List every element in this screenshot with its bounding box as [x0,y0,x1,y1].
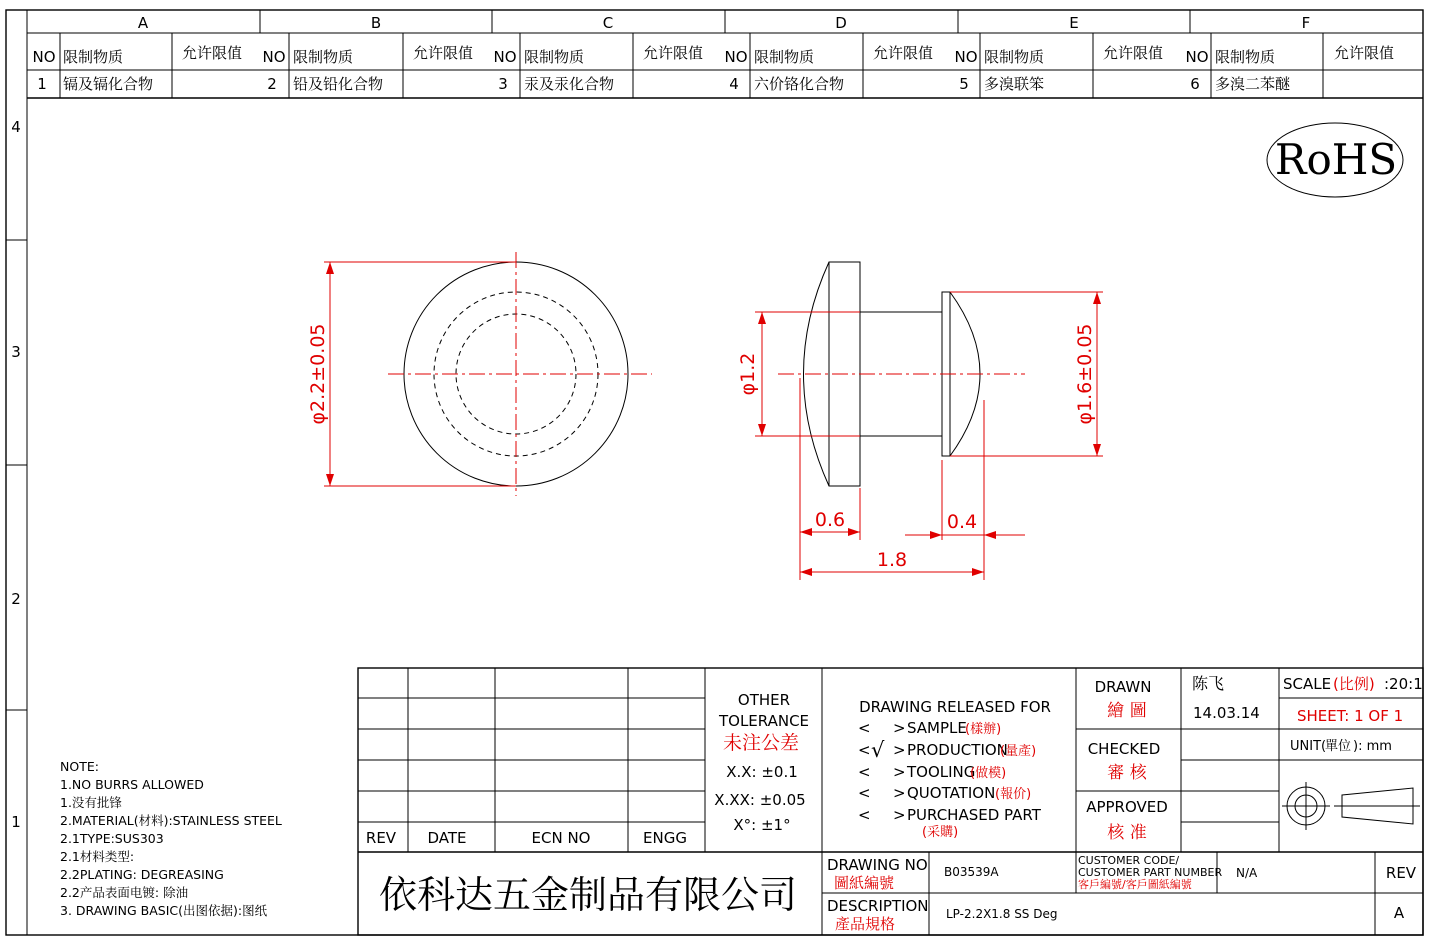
subst-header-no: NO [1185,48,1209,66]
rev-value: A [1393,904,1405,922]
note-line: 1.没有批锋 [60,795,122,810]
subst-header-substance: 限制物质 [293,48,354,66]
unit-label-cn: 單位 [1325,739,1352,754]
description-label-cn: 產品規格 [835,915,896,933]
drawn-by: 陈飞 [1192,674,1225,693]
notes-block [60,759,282,918]
rev-label: REV [1385,864,1417,882]
zone-row-1: 1 [11,813,21,831]
subst-header-no: NO [493,48,517,66]
tolerance-title-cn: 未注公差 [722,732,800,754]
release-sample-cn: (樣辦) [965,722,1002,737]
scale-label: SCALE [1283,675,1332,693]
subst-header-substance: 限制物质 [63,48,124,66]
subst-header-no: NO [724,48,748,66]
release-bracket: < [858,741,871,759]
subst-header-substance: 限制物质 [1215,48,1276,66]
description-value: LP-2.2X1.8 SS Deg [946,907,1058,921]
subst-item-name: 多溴二苯醚 [1215,75,1291,93]
engg-header: ENGG [643,829,687,847]
subst-header-limit: 允许限值 [1334,44,1395,62]
note-line: NOTE: [60,759,99,774]
rohs-label: RoHS [1274,135,1398,184]
note-line: 2.2PLATING: DEGREASING [60,867,224,882]
drawing-no-label-cn: 圖紙編號 [834,874,895,892]
shank-diameter-dim: φ1.2 [737,352,759,396]
subst-header-substance: 限制物质 [524,48,585,66]
tolerance-xx: X.X: ±0.1 [726,763,798,781]
subst-item-name: 汞及汞化合物 [524,75,615,93]
head-thickness-dim: 0.6 [814,509,846,531]
subst-item-name: 六价铬化合物 [754,75,845,93]
checked-label: CHECKED [1087,740,1161,758]
release-quotation-cn: (報价) [995,787,1032,802]
unit-value: ): mm [1353,739,1392,754]
release-purchased-part: PURCHASED PART [907,806,1041,824]
drawing-no-label: DRAWING NO [827,856,928,874]
zone-col-d: D [835,14,847,32]
tolerance-title-2: TOLERANCE [718,712,810,730]
release-title: DRAWING RELEASED FOR [859,698,1051,716]
subst-item-no: 2 [267,75,277,93]
side-view [755,262,1103,580]
subst-header-no: NO [32,48,56,66]
subst-item-no: 3 [498,75,508,93]
subst-header-limit: 允许限值 [1103,44,1164,62]
ecn-header: ECN NO [531,829,591,847]
zone-col-b: B [370,14,382,32]
subst-header-limit: 允许限值 [873,44,934,62]
note-line: 2.2产品表面电镀: 除油 [60,885,189,900]
subst-item-name: 多溴联笨 [984,75,1045,93]
subst-header-no: NO [954,48,978,66]
release-block [858,698,1051,840]
tolerance-xxx: X.XX: ±0.05 [714,791,806,809]
description-label: DESCRIPTION [827,897,929,915]
drawn-label: DRAWN [1094,678,1152,696]
release-bracket: > [893,806,906,824]
production-check-mark: √ [871,738,885,762]
release-bracket: > [893,719,906,737]
zone-col-f: F [1301,14,1311,32]
rohs-mark [1267,123,1403,197]
release-bracket: < [858,763,871,781]
subst-item-no: 4 [729,75,739,93]
company-name: 依科达五金制品有限公司 [378,873,798,917]
projection-symbol-icon [1282,782,1420,830]
subst-header-limit: 允许限值 [643,44,704,62]
release-production-cn: (量產) [1000,744,1037,759]
subst-item-name: 铅及铅化合物 [293,75,384,93]
tolerance-angle: X°: ±1° [733,816,791,834]
release-bracket: < [858,806,871,824]
release-bracket: > [893,741,906,759]
customer-code-value: N/A [1236,866,1258,880]
drawing-number: B03539A [944,865,999,879]
note-line: 3. DRAWING BASIC(出图依据):图纸 [60,903,268,918]
release-bracket: > [893,784,906,802]
note-line: 1.NO BURRS ALLOWED [60,777,204,792]
subst-item-no: 5 [959,75,969,93]
subst-item-no: 6 [1190,75,1200,93]
subst-header-limit: 允许限值 [413,44,474,62]
scale-value: :20:1 [1384,675,1423,693]
drawn-label-cn: 繪 圖 [1107,701,1147,721]
note-line: 2.MATERIAL(材料):STAINLESS STEEL [60,813,282,828]
note-line: 2.1材料类型: [60,849,135,864]
zone-row-2: 2 [11,590,21,608]
overall-length-dim: 1.8 [876,549,908,571]
subst-header-no: NO [262,48,286,66]
subst-item-no: 1 [37,75,47,93]
date-header: DATE [427,829,467,847]
release-sample: SAMPLE [907,719,967,737]
zone-col-c: C [602,14,614,32]
subst-header-substance: 限制物质 [984,48,1045,66]
zone-row-4: 4 [11,118,21,136]
substance-table-cells [32,44,1394,93]
zone-row-3: 3 [11,343,21,361]
approved-label: APPROVED [1086,798,1168,816]
sheet-number: SHEET: 1 OF 1 [1297,707,1404,725]
customer-part-label: CUSTOMER PART NUMBER [1078,866,1223,879]
rev-header: REV [365,829,397,847]
release-tooling: TOOLING [907,763,976,781]
zone-col-e: E [1069,14,1079,32]
release-production: PRODUCTION [907,741,1008,759]
unit-label: UNIT( [1290,739,1327,754]
head-diameter-dim: φ2.2±0.05 [307,323,329,425]
tolerance-title-1: OTHER [737,691,791,709]
checked-label-cn: 審 核 [1107,763,1147,783]
subst-item-name: 镉及镉化合物 [63,75,154,93]
scale-label-cn: (比例) [1333,675,1375,693]
tail-diameter-dim: φ1.6±0.05 [1074,323,1096,425]
note-line: 2.1TYPE:SUS303 [60,831,164,846]
subst-header-substance: 限制物质 [754,48,815,66]
drawn-date: 14.03.14 [1193,704,1260,722]
release-bracket: < [858,784,871,802]
customer-code-label: CUSTOMER CODE/ [1078,854,1180,867]
tail-thickness-dim: 0.4 [946,511,978,533]
front-view [324,252,652,496]
release-purchased-part-cn: (采購) [922,825,959,840]
customer-code-label-cn: 客戶編號/客戶圖紙編號 [1078,878,1192,891]
approved-label-cn: 核 准 [1107,823,1147,843]
release-bracket: < [858,719,871,737]
release-quotation: QUOTATION [907,784,996,802]
subst-header-limit: 允许限值 [182,44,243,62]
release-tooling-cn: (做模) [970,766,1007,781]
zone-col-a: A [137,14,149,32]
release-bracket: > [893,763,906,781]
